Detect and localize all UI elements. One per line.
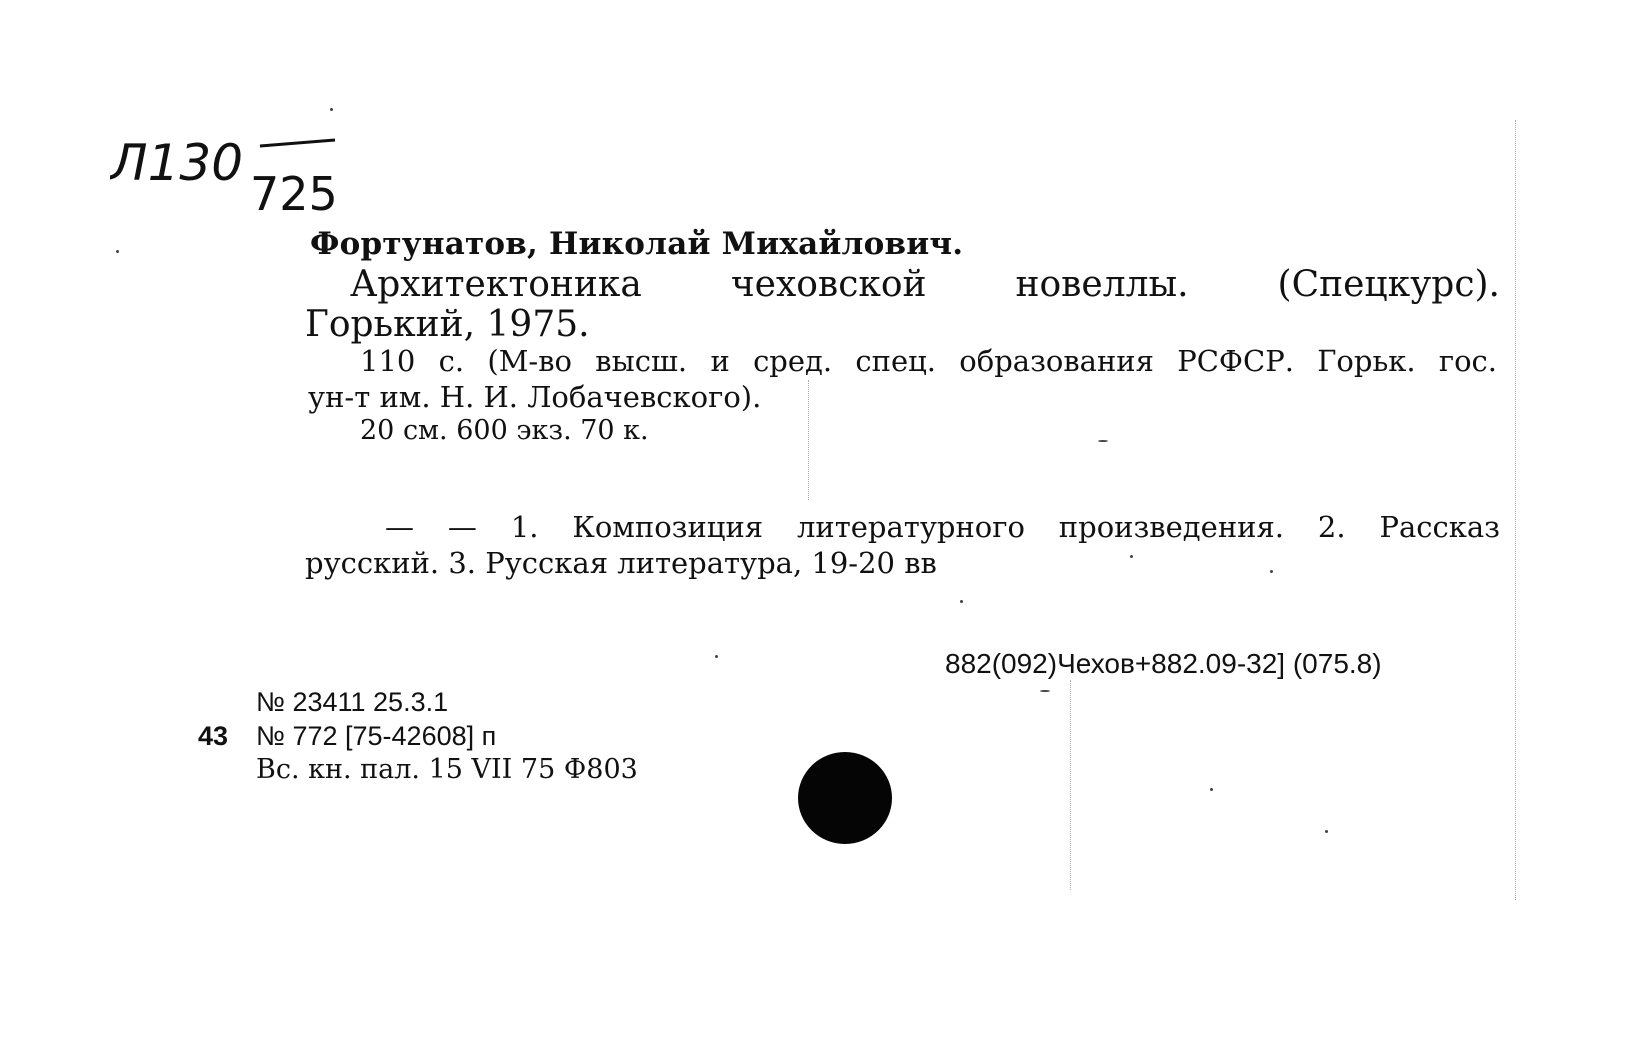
title-word: чеховской bbox=[730, 264, 927, 305]
title-word: новеллы. bbox=[1015, 264, 1189, 305]
imprint-row-2 bbox=[198, 719, 638, 753]
scan-speck bbox=[330, 108, 333, 111]
scan-edge-line bbox=[1070, 680, 1072, 890]
title-line bbox=[350, 264, 1500, 305]
call-number-fraction-line bbox=[260, 140, 335, 146]
scan-edge-line bbox=[808, 380, 810, 500]
pages-line: 110 с. (М-во высш. и сред. спец. образования РСФСР. Горьк. гос. bbox=[360, 344, 1497, 378]
title-word: Архитектоника bbox=[350, 264, 642, 305]
imprint-row-3-text: Вс. кн. пал. 15 VII 75 Ф803 bbox=[256, 754, 638, 785]
subjects-continuation: русский. 3. Русская литература, 19-20 вв bbox=[305, 546, 937, 580]
imprint-row-2-prefix: 43 bbox=[198, 721, 229, 751]
scan-speck bbox=[960, 600, 963, 603]
scan-speck bbox=[1270, 570, 1273, 573]
scan-speck bbox=[116, 250, 119, 253]
call-number-prefix: Л130 bbox=[110, 134, 244, 192]
imprint-block bbox=[198, 685, 638, 787]
handwritten-call-number bbox=[110, 128, 370, 218]
imprint-row-3 bbox=[198, 753, 638, 787]
punch-hole bbox=[798, 752, 892, 844]
scan-speck bbox=[1325, 830, 1328, 833]
subjects-line: — — 1. Композиция литературного произведения. 2. Рассказ bbox=[385, 510, 1500, 544]
handwritten-call-number-drawing bbox=[110, 128, 370, 218]
udc-classification: 882(092)Чехов+882.09-32] (075.8) bbox=[945, 648, 1382, 679]
scan-speck bbox=[1210, 788, 1213, 791]
imprint-row-2-text: № 772 [75-42608] п bbox=[256, 721, 497, 751]
scan-speck bbox=[715, 655, 718, 658]
title-word: (Спецкурс). bbox=[1277, 264, 1500, 305]
pages-continuation: ун-т им. Н. И. Лобачевского). bbox=[308, 380, 762, 414]
size-line: 20 см. 600 экз. 70 к. bbox=[360, 415, 649, 446]
imprint-row-1-text: № 23411 25.3.1 bbox=[256, 687, 449, 717]
scan-edge-line bbox=[1515, 120, 1517, 900]
imprint-row-1 bbox=[198, 685, 638, 719]
scan-speck bbox=[1130, 555, 1133, 558]
author-heading: Фортунатов, Николай Михайлович. bbox=[310, 226, 964, 262]
scan-speck bbox=[1040, 690, 1050, 692]
place-year: Горький, 1975. bbox=[305, 304, 590, 345]
scan-speck bbox=[1098, 440, 1108, 442]
call-number-number: 725 bbox=[250, 167, 338, 218]
